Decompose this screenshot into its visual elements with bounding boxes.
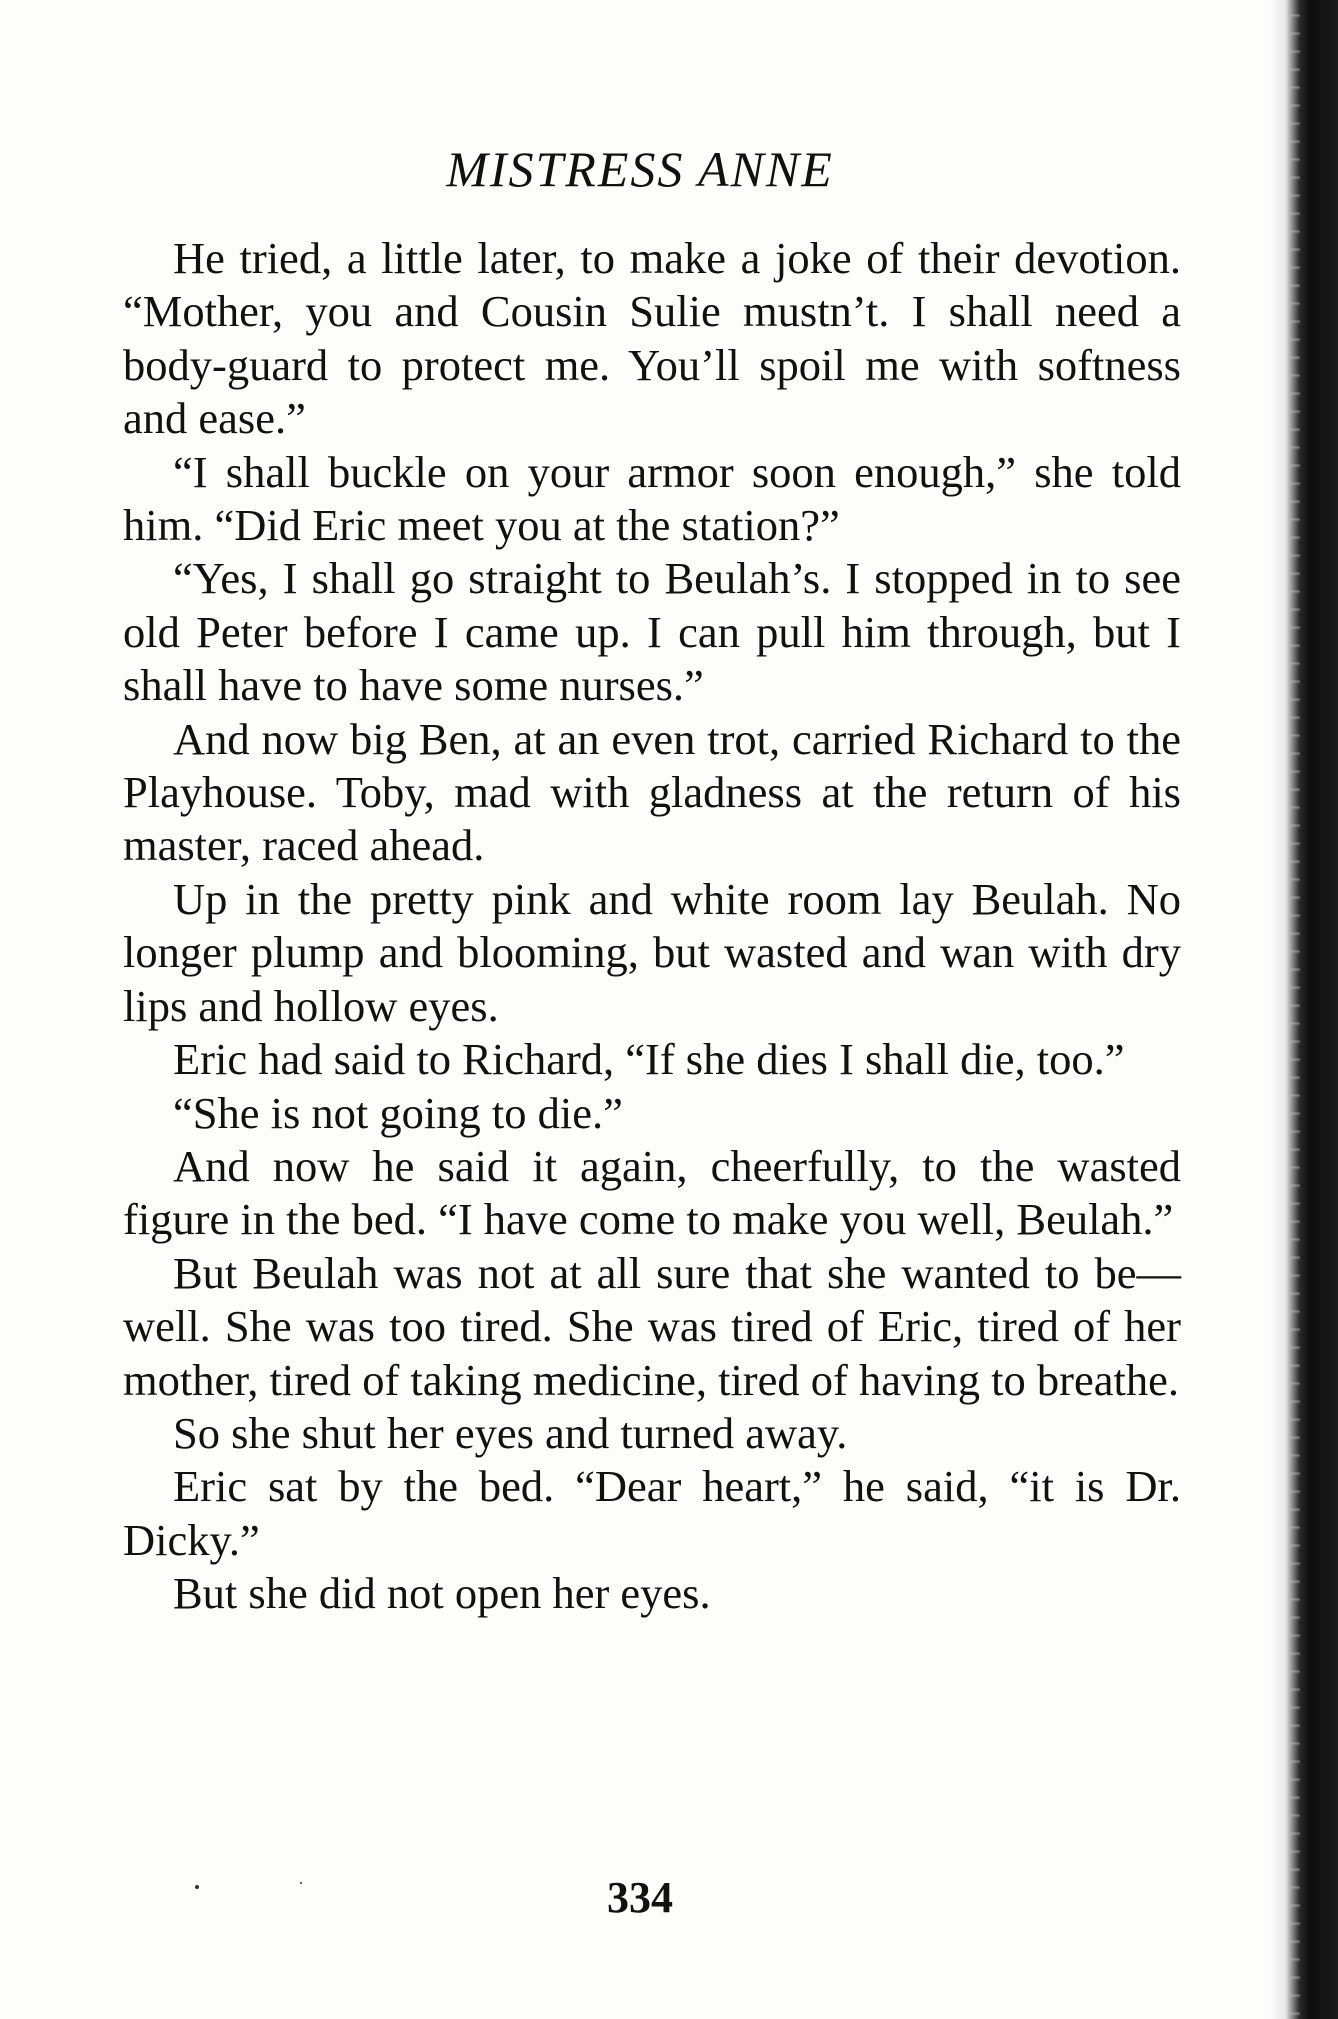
page-edge-texture [1290, 0, 1300, 2019]
paragraph: “I shall buckle on your armor soon enough,” she told him. “Did Eric meet you at the station?” [123, 446, 1181, 551]
paragraph: Up in the pretty pink and white room lay Beulah. No longer plump and blooming, but wasted and wan with dry lips and hollow eyes. [123, 873, 1181, 1031]
print-speck [195, 1885, 199, 1889]
paragraph: So she shut her eyes and turned away. [173, 1407, 848, 1458]
paragraph: “Yes, I shall go straight to Beulah’s. I stopped in to see old Peter before I came up. I can pull him through, but I shall have to have some nurses.” [123, 553, 1181, 711]
page-number: 334 [607, 1873, 673, 1922]
page-gutter-shadow [1268, 0, 1338, 2019]
paragraph: But she did not open her eyes. [173, 1568, 711, 1619]
paragraph: “She is not going to die.” [173, 1087, 623, 1138]
paragraph: And now he said it again, cheerfully, to the wasted figure in the bed. “I have come to make you well, Beulah.” [123, 1140, 1181, 1245]
paragraph: Eric had said to Richard, “If she dies I shall die, too.” [173, 1034, 1125, 1085]
paragraph: But Beulah was not at all sure that she wanted to be—well. She was too tired. She was tired of Eric, tired of her mother, tired of taking medicine, tired of having to breathe. [123, 1247, 1181, 1405]
paragraph: He tried, a little later, to make a joke of their devotion. “Mother, you and Cousin Sulie mustn’t. I shall need a body-guard to protect me. You’ll spoil me with softness and ease.” [123, 233, 1181, 444]
paragraph: Eric sat by the bed. “Dear heart,” he said, “it is Dr. Dicky.” [123, 1461, 1181, 1565]
body-text [123, 232, 1181, 1621]
paragraph: And now big Ben, at an even trot, carried Richard to the Playhouse. Toby, mad with gladness at the return of his master, raced ahead. [123, 713, 1181, 871]
running-head: MISTRESS ANNE [446, 141, 834, 197]
print-speck [300, 1882, 302, 1884]
